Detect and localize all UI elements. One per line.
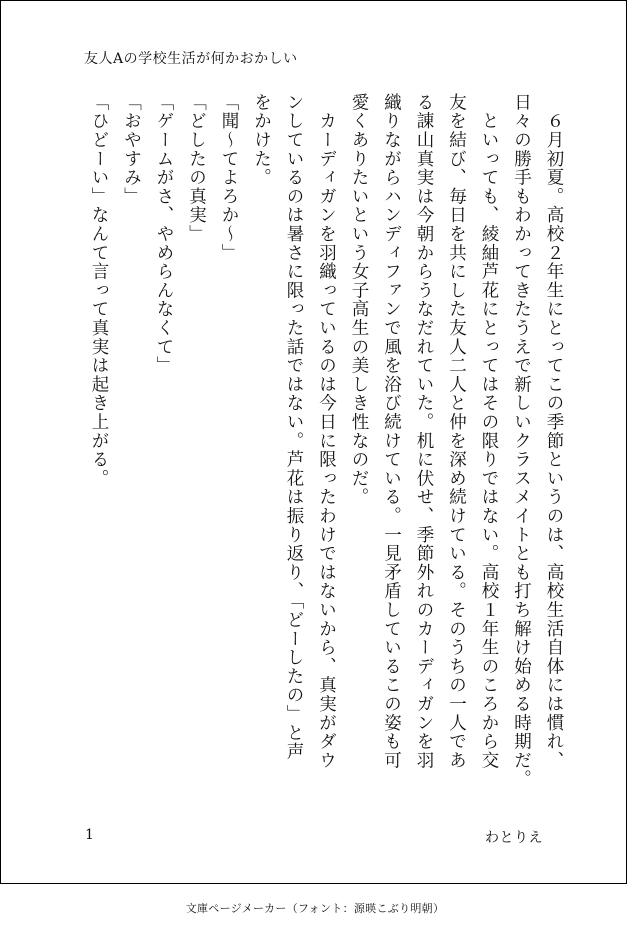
book-title: 友人Aの学校生活が何かおかしい [84,51,298,67]
body-line: カーディガンを羽織っているのは今日に限ったわけではないから、真実がダウ [316,93,337,770]
footer-caption: 文庫ページメーカー（フォント：源暎こぶり明朝） [185,902,445,915]
body-line: ンしているのは暑さに限った話ではない。芦花は振り返り、「どーしたの」と声 [284,93,304,762]
body-line: る諌山真実は今朝からうなだれていた。机に伏せ、季節外れのカーディガンを羽 [414,93,434,770]
body-line: ６月初夏。高校２年生にとってこの季節というのは、高校生活自体には慣れ、 [544,93,564,770]
body-line: 「どしたの真実」 [186,93,207,244]
body-line: 「ひどーい」なんて言って真実は起き上がる。 [89,93,109,488]
body-line: をかけた。 [251,93,272,187]
body-line: 日々の勝手もわかってきたうえで新しいクラスメイトとも打ち解け始める時期だ。 [511,93,532,789]
body-line: 友を結び、毎日を共にした友人二人と仲を深め続けている。そのうちの一人であ [446,93,467,770]
body-line: 織りながらハンディファンで風を浴び続けている。一見矛盾しているこの姿も可 [381,93,402,770]
body-line: といっても、綾紬芦花にとってはその限りではない。高校１年生のころから交 [479,93,499,770]
body-line: 「おやすみ」 [121,93,142,206]
author-name: わとりえ [485,830,543,846]
page-number: 1 [85,827,94,843]
body-line: 「ゲームがさ、やめらんなくて」 [154,93,174,375]
body-text [83,93,571,789]
body-line: 愛くありたいという女子高生の美しき性なのだ。 [349,93,369,507]
body-line: 「聞〜てよろか〜」 [219,93,239,263]
